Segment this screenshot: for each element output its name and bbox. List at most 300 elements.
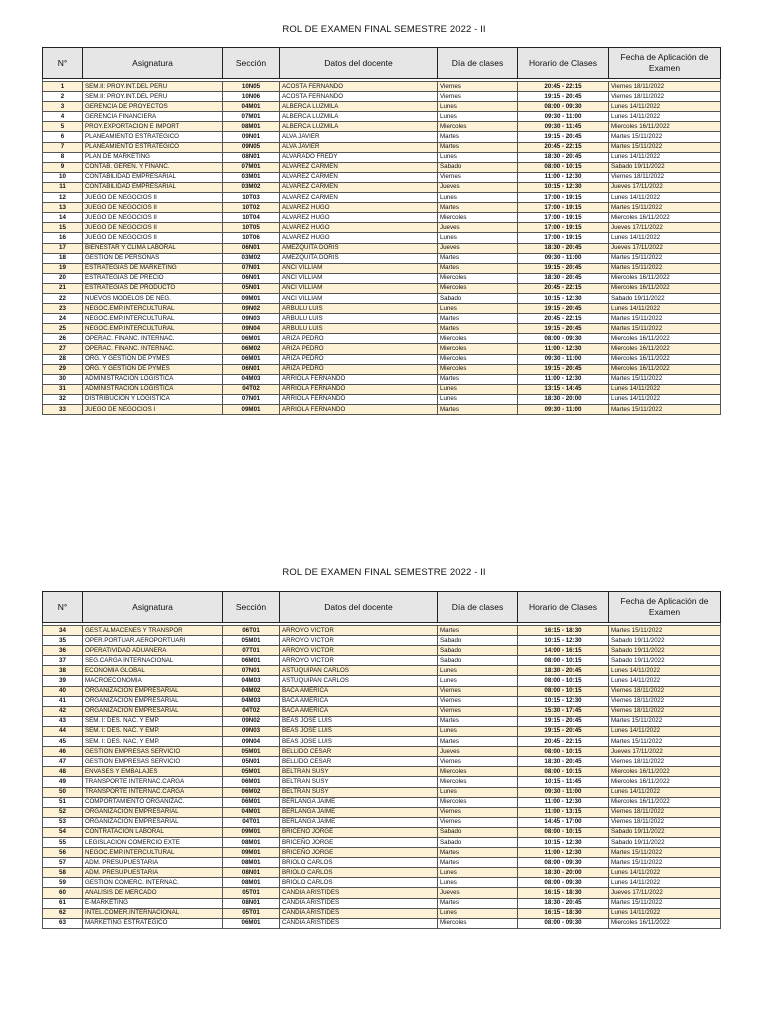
teacher-name: ALVA JAVIER — [280, 142, 438, 152]
table-row — [43, 827, 721, 837]
class-time: 09:30 - 11:00 — [518, 112, 609, 122]
table-row — [43, 253, 721, 263]
class-day: Lunes — [438, 676, 518, 686]
subject: JUEGO DE NEGOCIOS II — [83, 213, 223, 223]
exam-date: Lunes 14/11/2022 — [609, 726, 721, 736]
subject: OPERAC. FINANC. INTERNAC. — [83, 334, 223, 344]
section-code: 05T01 — [223, 908, 280, 918]
section-code: 09N04 — [223, 324, 280, 334]
table-row — [43, 182, 721, 192]
teacher-name: BERLANGA JAIME — [280, 807, 438, 817]
table-row — [43, 223, 721, 233]
row-number: 4 — [43, 112, 83, 122]
section-code: 06M02 — [223, 344, 280, 354]
section-code: 06M01 — [223, 334, 280, 344]
row-number: 36 — [43, 646, 83, 656]
row-number: 38 — [43, 666, 83, 676]
teacher-name: ARBULU LUIS — [280, 314, 438, 324]
table-row — [43, 646, 721, 656]
class-day: Martes — [438, 737, 518, 747]
subject: SEM. I: DES. NAC. Y EMP. — [83, 716, 223, 726]
section-code: 09N04 — [223, 737, 280, 747]
row-number: 56 — [43, 848, 83, 858]
table-header — [43, 48, 721, 79]
class-day: Viernes — [438, 817, 518, 827]
row-number: 15 — [43, 223, 83, 233]
exam-date: Martes 15/11/2022 — [609, 848, 721, 858]
class-time: 08:00 - 10:15 — [518, 747, 609, 757]
row-number: 58 — [43, 868, 83, 878]
row-number: 25 — [43, 324, 83, 334]
section-code: 10T02 — [223, 203, 280, 213]
class-day: Miercoles — [438, 334, 518, 344]
table-row — [43, 263, 721, 273]
class-day: Martes — [438, 405, 518, 415]
class-time: 08:00 - 10:15 — [518, 676, 609, 686]
section-code: 08N01 — [223, 868, 280, 878]
teacher-name: ALVAREZ HUGO — [280, 223, 438, 233]
row-number: 1 — [43, 82, 83, 92]
exam-date: Miercoles 16/11/2022 — [609, 283, 721, 293]
row-number: 37 — [43, 656, 83, 666]
class-day: Miercoles — [438, 777, 518, 787]
row-number: 11 — [43, 182, 83, 192]
class-time: 20:45 - 22:15 — [518, 142, 609, 152]
class-time: 18:30 - 20:45 — [518, 757, 609, 767]
row-number: 5 — [43, 122, 83, 132]
subject: CONTABILIDAD EMPRESARIAL — [83, 172, 223, 182]
exam-date: Lunes 14/11/2022 — [609, 233, 721, 243]
exam-date: Martes 15/11/2022 — [609, 314, 721, 324]
subject: PROY.EXPORTACION E IMPORT — [83, 122, 223, 132]
class-time: 19:15 - 20:45 — [518, 716, 609, 726]
row-number: 28 — [43, 354, 83, 364]
subject: TRANSPORTE INTERNAC.CARGA — [83, 777, 223, 787]
class-day: Miercoles — [438, 354, 518, 364]
subject: ADMINISTRACION LOGISTICA — [83, 384, 223, 394]
class-day: Sabado — [438, 293, 518, 303]
row-number: 34 — [43, 626, 83, 636]
table-row — [43, 304, 721, 314]
teacher-name: BELTRAN SUSY — [280, 787, 438, 797]
subject: MARKETING ESTRATEGICO — [83, 918, 223, 928]
class-day: Viernes — [438, 696, 518, 706]
class-day: Jueves — [438, 243, 518, 253]
table-row — [43, 283, 721, 293]
subject: ADMINISTRACION LOGISTICA — [83, 374, 223, 384]
row-number: 7 — [43, 142, 83, 152]
teacher-name: BELTRAN SUSY — [280, 767, 438, 777]
section-code: 06N01 — [223, 364, 280, 374]
teacher-name: ALVA JAVIER — [280, 132, 438, 142]
class-time: 16:15 - 18:30 — [518, 888, 609, 898]
class-time: 18:30 - 20:45 — [518, 666, 609, 676]
teacher-name: ARBULU LUIS — [280, 304, 438, 314]
row-number: 6 — [43, 132, 83, 142]
teacher-name: ARROYO VICTOR — [280, 636, 438, 646]
exam-date: Martes 15/11/2022 — [609, 263, 721, 273]
table-row — [43, 626, 721, 636]
class-time: 10:15 - 12:30 — [518, 293, 609, 303]
teacher-name: ALVAREZ HUGO — [280, 233, 438, 243]
class-day: Martes — [438, 324, 518, 334]
exam-date: Viernes 18/11/2022 — [609, 696, 721, 706]
exam-date: Jueves 17/11/2022 — [609, 888, 721, 898]
table-row — [43, 656, 721, 666]
section-code: 06M01 — [223, 354, 280, 364]
row-number: 35 — [43, 636, 83, 646]
row-number: 55 — [43, 837, 83, 847]
class-time: 17:00 - 19:15 — [518, 223, 609, 233]
class-day: Miercoles — [438, 364, 518, 374]
teacher-name: CANDIA ARISTIDES — [280, 918, 438, 928]
subject: GERENCIA FINANCIERA — [83, 112, 223, 122]
class-time: 20:45 - 22:15 — [518, 314, 609, 324]
table-row — [43, 837, 721, 847]
teacher-name: ANCI VILLIAM — [280, 273, 438, 283]
exam-date: Lunes 14/11/2022 — [609, 384, 721, 394]
exam-date: Sabado 19/11/2022 — [609, 162, 721, 172]
subject: E-MARKETING — [83, 898, 223, 908]
subject: COMPORTAMIENTO ORGANIZAC. — [83, 797, 223, 807]
row-number: 31 — [43, 384, 83, 394]
row-number: 10 — [43, 172, 83, 182]
subject: JUEGO DE NEGOCIOS I — [83, 405, 223, 415]
section-code: 09M01 — [223, 405, 280, 415]
row-number: 13 — [43, 203, 83, 213]
exam-date: Viernes 18/11/2022 — [609, 807, 721, 817]
row-number: 48 — [43, 767, 83, 777]
row-number: 3 — [43, 102, 83, 112]
subject: OPERAC. FINANC. INTERNAC. — [83, 344, 223, 354]
class-day: Miercoles — [438, 213, 518, 223]
col-header-schedule: Horario de Clases — [518, 592, 609, 623]
table-row — [43, 747, 721, 757]
section-code: 09N03 — [223, 726, 280, 736]
section-code: 07M01 — [223, 112, 280, 122]
subject: ORG. Y GESTION DE PYMES — [83, 354, 223, 364]
row-number: 20 — [43, 273, 83, 283]
exam-date: Miercoles 16/11/2022 — [609, 354, 721, 364]
teacher-name: BACA AMERICA — [280, 696, 438, 706]
class-day: Miercoles — [438, 344, 518, 354]
table-row — [43, 193, 721, 203]
exam-date: Miercoles 16/11/2022 — [609, 273, 721, 283]
row-number: 33 — [43, 405, 83, 415]
subject: BIENESTAR Y CLIMA LABORAL — [83, 243, 223, 253]
class-time: 10:15 - 12:30 — [518, 696, 609, 706]
teacher-name: BELTRAN SUSY — [280, 777, 438, 787]
section-code: 03M02 — [223, 253, 280, 263]
teacher-name: ANCI VILLIAM — [280, 293, 438, 303]
col-header-teacher: Datos del docente — [280, 592, 438, 623]
table-row — [43, 92, 721, 102]
class-day: Miercoles — [438, 283, 518, 293]
table-row — [43, 132, 721, 142]
teacher-name: AMEZQUITA DORIS — [280, 253, 438, 263]
class-day: Martes — [438, 848, 518, 858]
section-code: 10T05 — [223, 223, 280, 233]
class-time: 08:00 - 10:15 — [518, 656, 609, 666]
table-body-2 — [43, 626, 721, 929]
section-code: 03M01 — [223, 172, 280, 182]
subject: GESTION COMERC. INTERNAC. — [83, 878, 223, 888]
section-code: 04M03 — [223, 676, 280, 686]
subject: ORG. Y GESTION DE PYMES — [83, 364, 223, 374]
table-row — [43, 666, 721, 676]
exam-date: Sabado 19/11/2022 — [609, 656, 721, 666]
teacher-name: ARROYO VICTOR — [280, 656, 438, 666]
row-number: 8 — [43, 152, 83, 162]
teacher-name: ARRIOLA FERNANDO — [280, 394, 438, 404]
exam-date: Sabado 19/11/2022 — [609, 837, 721, 847]
teacher-name: ANCI VILLIAM — [280, 283, 438, 293]
teacher-name: ARIZA PEDRO — [280, 354, 438, 364]
row-number: 44 — [43, 726, 83, 736]
teacher-name: CANDIA ARISTIDES — [280, 888, 438, 898]
exam-date: Lunes 14/11/2022 — [609, 193, 721, 203]
exam-table-2 — [42, 591, 720, 929]
exam-date: Viernes 18/11/2022 — [609, 686, 721, 696]
table-row — [43, 102, 721, 112]
section-code: 09M01 — [223, 848, 280, 858]
table-row — [43, 757, 721, 767]
class-time: 17:00 - 19:15 — [518, 213, 609, 223]
exam-date: Lunes 14/11/2022 — [609, 112, 721, 122]
teacher-name: ALVARADO FREDY — [280, 152, 438, 162]
teacher-name: ACOSTA FERNANDO — [280, 82, 438, 92]
teacher-name: ASTUQUIPAN CARLOS — [280, 666, 438, 676]
class-day: Lunes — [438, 152, 518, 162]
section-code: 10N05 — [223, 82, 280, 92]
subject: INTEL.COMER.INTERNACIONAL — [83, 908, 223, 918]
class-time: 18:30 - 20:00 — [518, 868, 609, 878]
exam-date: Miercoles 16/11/2022 — [609, 767, 721, 777]
row-number: 32 — [43, 394, 83, 404]
class-time: 08:00 - 09:30 — [518, 334, 609, 344]
table-row — [43, 354, 721, 364]
row-number: 59 — [43, 878, 83, 888]
section-code: 08M01 — [223, 122, 280, 132]
row-number: 41 — [43, 696, 83, 706]
class-day: Viernes — [438, 82, 518, 92]
class-day: Viernes — [438, 92, 518, 102]
exam-date: Viernes 18/11/2022 — [609, 757, 721, 767]
row-number: 45 — [43, 737, 83, 747]
subject: NEGOC.EMP.INTERCULTURAL — [83, 304, 223, 314]
class-day: Lunes — [438, 102, 518, 112]
row-number: 16 — [43, 233, 83, 243]
exam-date: Martes 15/11/2022 — [609, 858, 721, 868]
class-day: Sabado — [438, 162, 518, 172]
subject: OPERATIVIDAD ADUANERA — [83, 646, 223, 656]
teacher-name: ALVAREZ CARMEN — [280, 193, 438, 203]
col-header-day: Día de clases — [438, 48, 518, 79]
row-number: 22 — [43, 293, 83, 303]
table-row — [43, 122, 721, 132]
exam-date: Martes 15/11/2022 — [609, 374, 721, 384]
section-code: 08N01 — [223, 898, 280, 908]
col-header-subject: Asignatura — [83, 592, 223, 623]
teacher-name: ALVAREZ CARMEN — [280, 182, 438, 192]
class-time: 18:30 - 20:45 — [518, 273, 609, 283]
teacher-name: ALVAREZ HUGO — [280, 203, 438, 213]
table-row — [43, 172, 721, 182]
class-time: 11:00 - 12:30 — [518, 344, 609, 354]
table-row — [43, 364, 721, 374]
section-code: 05M01 — [223, 747, 280, 757]
table-row — [43, 888, 721, 898]
class-day: Miercoles — [438, 767, 518, 777]
class-time: 08:00 - 10:15 — [518, 162, 609, 172]
class-time: 09:30 - 11:00 — [518, 253, 609, 263]
table-row — [43, 686, 721, 696]
class-day: Miercoles — [438, 918, 518, 928]
row-number: 50 — [43, 787, 83, 797]
row-number: 12 — [43, 193, 83, 203]
class-time: 08:00 - 09:30 — [518, 102, 609, 112]
class-time: 16:15 - 18:30 — [518, 908, 609, 918]
row-number: 21 — [43, 283, 83, 293]
exam-date: Martes 15/11/2022 — [609, 253, 721, 263]
class-time: 19:15 - 20:45 — [518, 364, 609, 374]
subject: ANALISIS DE MERCADO — [83, 888, 223, 898]
exam-date: Martes 15/11/2022 — [609, 142, 721, 152]
exam-date: Viernes 18/11/2022 — [609, 172, 721, 182]
table-row — [43, 726, 721, 736]
class-day: Sabado — [438, 827, 518, 837]
table-row — [43, 898, 721, 908]
class-day: Miercoles — [438, 122, 518, 132]
section-code: 09N05 — [223, 142, 280, 152]
table-row — [43, 213, 721, 223]
exam-date: Lunes 14/11/2022 — [609, 304, 721, 314]
table-row — [43, 918, 721, 928]
class-time: 09:30 - 11:45 — [518, 122, 609, 132]
subject: ADM. PRESUPUESTARIA — [83, 868, 223, 878]
row-number: 49 — [43, 777, 83, 787]
col-header-number: N° — [43, 592, 83, 623]
subject: SEM. I: DES. NAC. Y EMP. — [83, 737, 223, 747]
subject: PLANEAMIENTO ESTRATEGICO — [83, 142, 223, 152]
exam-date: Lunes 14/11/2022 — [609, 878, 721, 888]
subject: GESTION EMPRESAS SERVICIO — [83, 757, 223, 767]
class-time: 15:30 - 17:45 — [518, 706, 609, 716]
table-row — [43, 908, 721, 918]
section-code: 09N02 — [223, 304, 280, 314]
table-row — [43, 716, 721, 726]
exam-date: Viernes 18/11/2022 — [609, 817, 721, 827]
class-day: Sabado — [438, 837, 518, 847]
class-day: Lunes — [438, 726, 518, 736]
section-code: 04M01 — [223, 807, 280, 817]
class-time: 10:15 - 12:30 — [518, 182, 609, 192]
teacher-name: ANCI VILLIAM — [280, 263, 438, 273]
teacher-name: ALBERCA LUZMILA — [280, 122, 438, 132]
subject: GESTION DE PERSONAS — [83, 253, 223, 263]
subject: NEGOC.EMP.INTERCULTURAL — [83, 324, 223, 334]
exam-date: Sabado 19/11/2022 — [609, 827, 721, 837]
class-day: Jueves — [438, 888, 518, 898]
class-time: 17:00 - 19:15 — [518, 203, 609, 213]
row-number: 40 — [43, 686, 83, 696]
subject: GESTION EMPRESAS SERVICIO — [83, 747, 223, 757]
class-day: Lunes — [438, 394, 518, 404]
class-time: 11:00 - 12:30 — [518, 374, 609, 384]
class-day: Lunes — [438, 666, 518, 676]
table-row — [43, 676, 721, 686]
subject: SEM.II: PROY.INT.DEL PERU — [83, 92, 223, 102]
section-code: 06N01 — [223, 243, 280, 253]
row-number: 19 — [43, 263, 83, 273]
row-number: 57 — [43, 858, 83, 868]
teacher-name: ARIZA PEDRO — [280, 344, 438, 354]
section-code: 09M01 — [223, 827, 280, 837]
class-day: Sabado — [438, 636, 518, 646]
exam-date: Sabado 19/11/2022 — [609, 293, 721, 303]
teacher-name: ARROYO VICTOR — [280, 626, 438, 636]
section-code: 06M01 — [223, 656, 280, 666]
class-time: 10:15 - 12:30 — [518, 837, 609, 847]
col-header-subject: Asignatura — [83, 48, 223, 79]
subject: LEGISLACION COMERCIO EXTE — [83, 837, 223, 847]
section-code: 09N01 — [223, 132, 280, 142]
exam-date: Martes 15/11/2022 — [609, 898, 721, 908]
exam-date: Martes 15/11/2022 — [609, 716, 721, 726]
row-number: 30 — [43, 374, 83, 384]
subject: ESTRATEGIAS DE PRECIO — [83, 273, 223, 283]
table-row — [43, 777, 721, 787]
section-code: 10N06 — [223, 92, 280, 102]
col-header-schedule: Horario de Clases — [518, 48, 609, 79]
section-code: 04T02 — [223, 384, 280, 394]
class-day: Martes — [438, 858, 518, 868]
subject: JUEGO DE NEGOCIOS II — [83, 193, 223, 203]
section-code: 04M01 — [223, 102, 280, 112]
table-row — [43, 324, 721, 334]
table-row — [43, 636, 721, 646]
subject: ADM. PRESUPUESTARIA — [83, 858, 223, 868]
exam-date: Jueves 17/11/2022 — [609, 243, 721, 253]
subject: JUEGO DE NEGOCIOS II — [83, 203, 223, 213]
subject: GEST.ALMACENES Y TRANSPOR — [83, 626, 223, 636]
row-number: 42 — [43, 706, 83, 716]
class-day: Martes — [438, 253, 518, 263]
table-row — [43, 405, 721, 415]
class-time: 08:00 - 09:30 — [518, 878, 609, 888]
subject: NUEVOS MODELOS DE NEG. — [83, 293, 223, 303]
teacher-name: BEAS JOSE LUIS — [280, 737, 438, 747]
row-number: 39 — [43, 676, 83, 686]
section-code: 04M03 — [223, 374, 280, 384]
class-time: 08:00 - 10:15 — [518, 767, 609, 777]
table-row — [43, 848, 721, 858]
exam-date: Jueves 17/11/2022 — [609, 747, 721, 757]
exam-date: Lunes 14/11/2022 — [609, 676, 721, 686]
row-number: 18 — [43, 253, 83, 263]
col-header-section: Sección — [223, 48, 280, 79]
subject: DISTRIBUCION Y LOGISTICA — [83, 394, 223, 404]
subject: OPER.PORTUAR.AEROPORTUARI — [83, 636, 223, 646]
teacher-name: ARIZA PEDRO — [280, 334, 438, 344]
section-code: 05N01 — [223, 757, 280, 767]
teacher-name: BERLANGA JAIME — [280, 817, 438, 827]
subject: PLANEAMIENTO ESTRATEGICO — [83, 132, 223, 142]
section-code: 06M02 — [223, 787, 280, 797]
section-code: 06M01 — [223, 918, 280, 928]
row-number: 52 — [43, 807, 83, 817]
class-time: 14:00 - 16:15 — [518, 646, 609, 656]
